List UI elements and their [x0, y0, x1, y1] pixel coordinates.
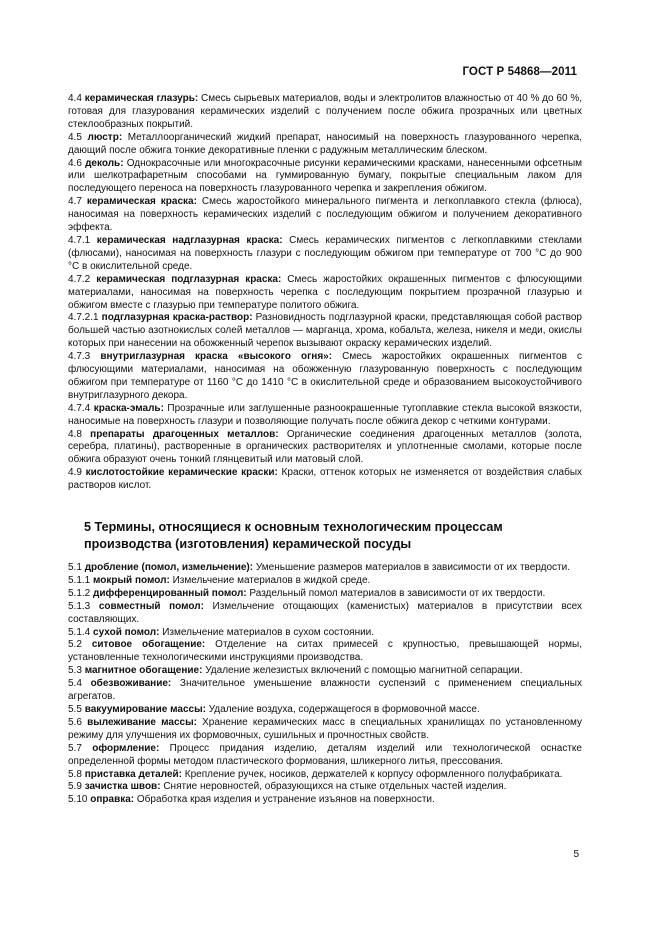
term-entry	[68, 794, 582, 807]
term-definition: Смесь сырьевых материалов, воды и электролитов влажностью от 40 % до 60 %, готовая для глазурования керамических изделий с получением после обжига прозрачных или цветных стеклообразных покрытий.	[68, 93, 582, 130]
terms-section-4	[68, 93, 582, 493]
term-definition: Однокрасочные или многокрасочные рисунки керамическими красками, нанесенными офсетным или шелкотрафаретным способами на гуммированную бумагу, покрытые специальным лаком для последующего переноса на поверхность глазурованного черепка и закрепления обжигом.	[68, 157, 583, 195]
term-number: 5.9	[68, 781, 85, 793]
term-name: зачистка швов:	[84, 781, 161, 793]
term-number: 4.7.2	[68, 273, 97, 285]
term-entry	[68, 93, 582, 132]
term-definition: Удаление воздуха, содержащегося в формовочной массе.	[205, 703, 480, 715]
term-entry	[68, 158, 582, 197]
term-number: 4.5	[68, 131, 88, 143]
term-definition: Удаление железистых включений с помощью магнитной сепарации.	[202, 665, 523, 677]
term-number: 4.7.3	[68, 351, 101, 363]
term-number: 5.3	[68, 665, 85, 677]
term-name: керамическая надглазурная краска:	[96, 234, 283, 246]
term-definition: Смесь жаростойких окрашенных пигментов с флюсующими материалами, наносимая на обожженную глазурованную поверхность с последующим обжигом при температуре от 1160 °С до 1410 °С в окислительной среде и образованием высокоустойчивого внутриглазурного декора.	[68, 351, 582, 401]
term-definition: Смесь керамических пигментов с легкоплавкими стеклами (флюсами), наносимая на поверхность глазури с последующим обжигом при температуре от 700 °С до 900 °С в окислительной среде.	[68, 234, 582, 272]
term-entry	[68, 312, 582, 351]
term-definition: Органические соединения драгоценных металлов (золота, серебра, платины), растворенные в органических растворителях и уплотненные смолами, которые после обжига образуют очень тонкий глянцевитый или матовый слой.	[68, 428, 582, 466]
term-entry	[68, 717, 582, 743]
term-definition: Прозрачные или заглушенные разноокрашенные тугоплавкие стекла высокой вязкости, наносимые на поверхность глазури и позволяющие получать после обжига декор с четкими контурами.	[68, 402, 582, 427]
term-name: обезвоживание:	[90, 678, 172, 690]
term-number: 4.7.1	[68, 234, 97, 246]
term-number: 5.6	[68, 716, 88, 728]
term-entry	[68, 601, 582, 627]
term-definition: Раздельный помол материалов в зависимости от их твердости.	[246, 587, 546, 599]
term-name: керамическая глазурь:	[84, 93, 199, 104]
term-definition: Краски, оттенок которых не изменяется от воздействия слабых растворов кислот.	[68, 467, 583, 492]
term-entry	[68, 235, 582, 274]
term-entry	[68, 743, 582, 769]
term-entry	[68, 196, 582, 235]
term-name: приставка деталей:	[84, 768, 182, 780]
term-entry	[68, 429, 582, 468]
term-definition: Смесь жаростойких окрашенных пигментов с флюсующими материалами, наносимая на поверхность черепка с последующим покрытием прозрачной глазурью и обжигом вместе с глазурью при температуре политого обжига.	[68, 273, 582, 311]
term-number: 5.1.1	[68, 574, 94, 586]
term-definition: Измельчение материалов в жидкой среде.	[169, 574, 371, 586]
term-number: 5.4	[68, 678, 91, 690]
term-name: краска-эмаль:	[93, 402, 164, 414]
document-code-header: ГОСТ Р 54868—2011	[462, 66, 577, 78]
term-number: 4.7	[68, 196, 87, 208]
term-number: 4.6	[68, 157, 86, 169]
term-definition: Обработка края изделия и устранение изъянов на поверхности.	[134, 794, 435, 806]
term-entry	[68, 588, 582, 601]
term-name: деколь:	[85, 157, 124, 169]
term-entry	[68, 274, 582, 313]
term-entry	[68, 575, 582, 588]
term-entry	[68, 627, 582, 640]
term-number: 5.8	[68, 768, 85, 780]
term-number: 5.2	[68, 639, 92, 651]
term-entry	[68, 678, 582, 704]
term-name: внутриглазурная краска «высокого огня»:	[100, 351, 333, 363]
term-definition: Разновидность подглазурной краски, представляющая собой раствор большей частью азотнокислых солей металлов — марганца, хрома, кобальта, железа, никеля и меди, окислы которых при нанесении на обожженный черепок вызывают окраску керамических изделий.	[68, 312, 582, 350]
term-name: дробление (помол, измельчение):	[84, 562, 254, 573]
term-name: керамическая краска:	[86, 196, 197, 208]
term-name: люстр:	[87, 131, 123, 143]
term-number: 4.4	[68, 93, 85, 104]
term-entry	[68, 351, 582, 403]
term-definition: Снятие неровностей, образующихся на стыке отдельных частей изделия.	[160, 781, 507, 793]
term-name: сухой помол:	[93, 626, 160, 638]
term-name: вакуумирование массы:	[84, 703, 206, 715]
term-number: 4.8	[68, 428, 91, 440]
term-definition: Отделение на ситах примесей с крупностью, превышающей нормы, установленные технологическими инструкциями производства.	[68, 639, 582, 664]
term-entry	[68, 665, 582, 678]
term-number: 4.9	[68, 467, 86, 479]
term-definition: Уменьшение размеров материалов в зависимости от их твердости.	[253, 562, 570, 573]
term-number: 5.1	[68, 562, 85, 573]
terms-section-5	[68, 562, 582, 807]
term-number: 4.7.4	[68, 402, 94, 414]
term-definition: Измельчение материалов в сухом состоянии.	[159, 626, 375, 638]
section-5-heading: 5 Термины, относящиеся к основным технологическим процессам производства (изготовления) керамической посуды	[84, 520, 503, 551]
term-number: 5.1.4	[68, 626, 94, 638]
term-number: 4.7.2.1	[68, 312, 102, 324]
term-name: кислотостойкие керамические краски:	[85, 467, 278, 479]
term-name: мокрый помол:	[93, 574, 170, 586]
term-definition: Крепление ручек, носиков, держателей к корпусу оформленного полуфабриката.	[182, 768, 563, 780]
term-entry	[68, 562, 582, 575]
term-definition: Металлоорганический жидкий препарат, наносимый на поверхность глазурованного черепка, дающий после обжига тонкие декоративные пленки с радужным металлическим блеском.	[68, 131, 582, 156]
term-name: вылеживание массы:	[87, 716, 197, 728]
term-entry	[68, 769, 582, 782]
term-entry	[68, 704, 582, 717]
term-entry	[68, 467, 582, 493]
term-name: керамическая подглазурная краска:	[96, 273, 282, 285]
term-entry	[68, 781, 582, 794]
term-definition: Процесс придания изделию, деталям изделий или технологической оснастке определенной формы методом пластического формования, шликерного литья, прессования.	[68, 742, 582, 767]
term-name: оформление:	[92, 742, 160, 754]
term-name: препараты драгоценных металлов:	[90, 428, 279, 440]
term-number: 5.1.2	[68, 587, 94, 599]
term-definition: Хранение керамических масс в специальных хранилищах по установленному режиму для улучшения их формовочных, сушильных и прочностных свойств.	[68, 716, 582, 741]
term-number: 5.5	[68, 703, 85, 715]
term-definition: Смесь жаростойкого минерального пигмента и легкоплавкого стекла (флюса), наносимая на поверхность керамических изделий с последующим обжигом и получением декоративного эффекта.	[68, 196, 582, 234]
term-name: ситовое обогащение:	[91, 639, 206, 651]
term-definition: Значительное уменьшение влажности суспензий с применением специальных агрегатов.	[68, 678, 582, 703]
term-number: 5.1.3	[68, 600, 99, 612]
term-name: магнитное обогащение:	[84, 665, 203, 677]
term-entry	[68, 639, 582, 665]
term-name: оправка:	[90, 794, 135, 806]
term-name: подглазурная краска-раствор:	[101, 312, 253, 324]
term-number: 5.7	[68, 742, 93, 754]
term-definition: Измельчение отощающих (каменистых) материалов в присутствии всех составляющих.	[68, 600, 582, 625]
term-entry	[68, 403, 582, 429]
term-entry	[68, 132, 582, 158]
term-name: дифференцированный помол:	[93, 587, 247, 599]
term-number: 5.10	[68, 794, 91, 806]
term-name: совместный помол:	[98, 600, 204, 612]
page-number: 5	[573, 849, 579, 860]
